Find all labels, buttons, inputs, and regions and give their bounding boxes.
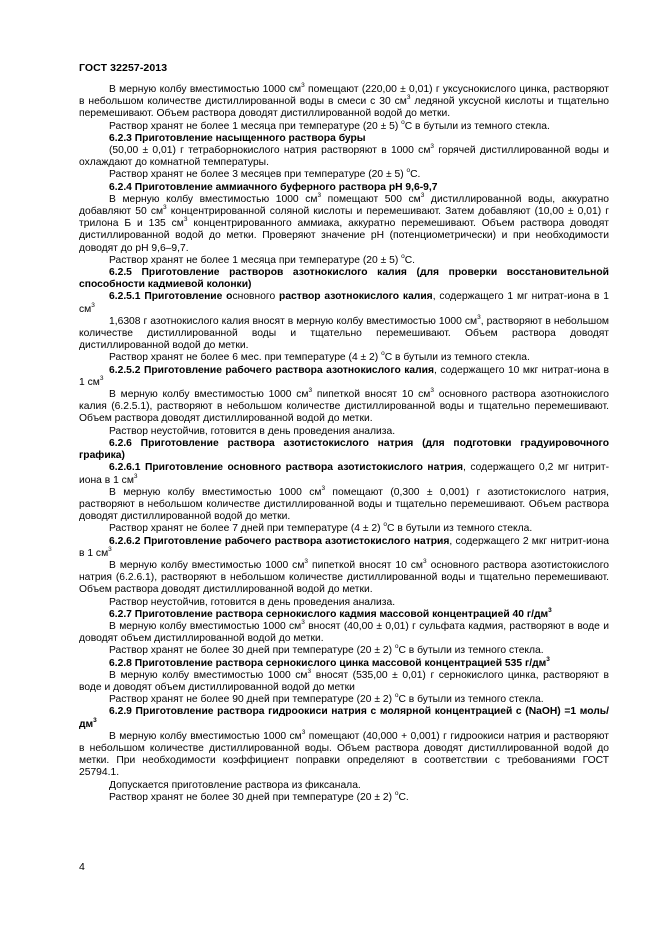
paragraph: В мерную колбу вместимостью 1000 $см^3$ пипеткой вносят 10 $см^3$ основного раствора азотнокислого калия (6.2.5.1), растворяют в небольшом количестве дистиллированной воды и тщательно перемешивают. Объем раствора доводят дистиллированной водой до метки. (79, 387, 609, 425)
paragraph: В мерную колбу вместимостью 1000 $см^3$ вносят (535,00 ± 0,01) г сернокислого цинка, растворяют в воде и доводят объем дистиллированной водой до метки (79, 667, 609, 693)
document-header: ГОСТ 32257-2013 (79, 62, 168, 74)
paragraph: Раствор хранят не более 7 дней при температуре (4 ± 2) $^o$С в бутыли из темного стекла. (109, 521, 533, 535)
paragraph: Допускается приготовление раствора из фиксанала. (109, 779, 361, 791)
paragraph: (50,00 ± 0,01) г тетраборнокислого натрия растворяют в 1000 $см^3$ горячей дистиллированной воды и охлаждают до комнатной температуры. (79, 143, 609, 169)
paragraph: Раствор хранят не более 3 месяцев при температуре (20 ± 5) $^o$С. (109, 167, 421, 181)
section-heading: 6.2.8 Приготовление раствора сернокислого цинка массовой концентрацией 535 $г/дм^3$ (109, 655, 550, 669)
paragraph: 6.2.5.1 Приготовление основного раствор азотнокислого калия, содержащего 1 мг нитрат-иона в 1 $см^3$ (79, 291, 609, 315)
paragraph: Раствор хранят не более 1 месяца при температуре (20 ± 5) $^o$С. (109, 252, 416, 266)
paragraph: 6.2.5.2 Приготовление рабочего раствора азотнокислого калия, содержащего 10 мкг нитрат-иона в 1 $см^3$ (79, 364, 609, 388)
section-heading: 6.2.3 Приготовление насыщенного раствора буры (109, 132, 366, 144)
paragraph: Раствор неустойчив, готовится в день проведения анализа. (109, 596, 396, 608)
paragraph: Раствор хранят не более 90 дней при температуре (20 ± 2) $^o$С в бутыли из темного стекла. (109, 692, 544, 706)
document-body (79, 84, 609, 804)
paragraph: 6.2.6.2 Приготовление рабочего раствора азотистокислого натрия, содержащего 2 мкг нитрит-иона в 1 $см^3$ (79, 535, 609, 559)
section-heading: 6.2.4 Приготовление аммиачного буферного раствора рН 9,6-9,7 (109, 181, 438, 193)
section-heading: 6.2.9 Приготовление раствора гидроокиси натрия с молярной концентрацией с (NaOH) =1 моль/$дм^3$ (79, 706, 609, 730)
section-heading: 6.2.6 Приготовление раствора азотистокислого натрия (для подготовки градуировочного графика) (79, 437, 609, 462)
paragraph: В мерную колбу вместимостью 1000 $см^3$ помещают (40,000 + 0,001) г гидроокиси натрия и растворяют в небольшом количестве дистиллированной воды. Объем раствора доводят дистиллированной водой до метки. При необходимости коэффициент поправки определяют в соответствии с требованиями ГОСТ 25794.1. (79, 728, 609, 779)
paragraph: Раствор хранят не более 6 мес. при температуре (4 ± 2) $^o$С в бутыли из темного стекла. (109, 350, 530, 364)
section-heading: 6.2.5 Приготовление растворов азотнокислого калия (для проверки восстановительной способности кадмиевой колонки) (79, 267, 609, 291)
paragraph: Раствор хранят не более 30 дней при температуре (20 ± 2) $^o$С. (109, 789, 409, 803)
section-heading: 6.2.7 Приготовление раствора сернокислого кадмия массовой концентрацией 40 $г/дм^3$ (109, 606, 552, 620)
paragraph: В мерную колбу вместимостью 1000 $см^3$ пипеткой вносят 10 $см^3$ основного раствора азотистокислого натрия (6.2.6.1), растворяют в небольшом количестве дистиллированной воды и тщательно перемешивают. Объем раствора доводят дистиллированной водой до метки. (79, 557, 609, 596)
paragraph: Раствор неустойчив, готовится в день проведения анализа. (109, 425, 396, 437)
paragraph: Раствор хранят не более 1 месяца при температуре (20 ± 5) $^o$С в бутыли из темного стекла. (109, 118, 550, 132)
page-number: 4 (79, 861, 85, 873)
paragraph: В мерную колбу вместимостью 1000 $см^3$ помещают (220,00 ± 0,01) г уксуснокислого цинка, растворяют в небольшом количестве дистиллированной воды в смеси с 30 $см^3$ ледяной уксусной кислоты и тщательно перемешивают. Объем раствора доводят дистиллированной водой до метки. (79, 82, 609, 120)
paragraph: В мерную колбу вместимостью 1000 $см^3$ помещают (0,300 ± 0,001) г азотистокислого натрия, растворяют в небольшом количестве дистиллированной воды и тщательно перемешивают. Объем раствора доводят дистиллированной водой до метки. (79, 484, 609, 523)
paragraph: Раствор хранят не более 30 дней при температуре (20 ± 2) $^o$С в бутыли из темного стекла. (109, 643, 544, 657)
paragraph: В мерную колбу вместимостью 1000 $см^3$ вносят (40,00 ± 0,01) г сульфата кадмия, растворяют в воде и доводят объем дистиллированной водой до метки. (79, 618, 609, 645)
paragraph: 1,6308 г азотнокислого калия вносят в мерную колбу вместимостью 1000 $см^3$, растворяют в небольшом количестве дистиллированной воды и тщательно перемешивают. Объем раствора доводят дистиллированной водой до метки. (79, 313, 609, 352)
paragraph: В мерную колбу вместимостью 1000 $см^3$ помещают 500 $см^3$ дистиллированной воды, аккуратно добавляют 50 $см^3$ концентрированной соляной кислоты и перемешивают. Затем добавляют (10,00 ± 0,01) г трилона Б и 135 $см^3$ концентрированного аммиака, аккуратно перемешивают. Объем раствора доводят дистиллированной водой до метки. Проверяют значение рН (потенциометрически) и при необходимости доводят до рН 9,6–9,7. (79, 191, 609, 254)
paragraph: 6.2.6.1 Приготовление основного раствора азотистокислого натрия, содержащего 0,2 мг нитрит-иона в 1 $см^3$ (79, 462, 609, 486)
